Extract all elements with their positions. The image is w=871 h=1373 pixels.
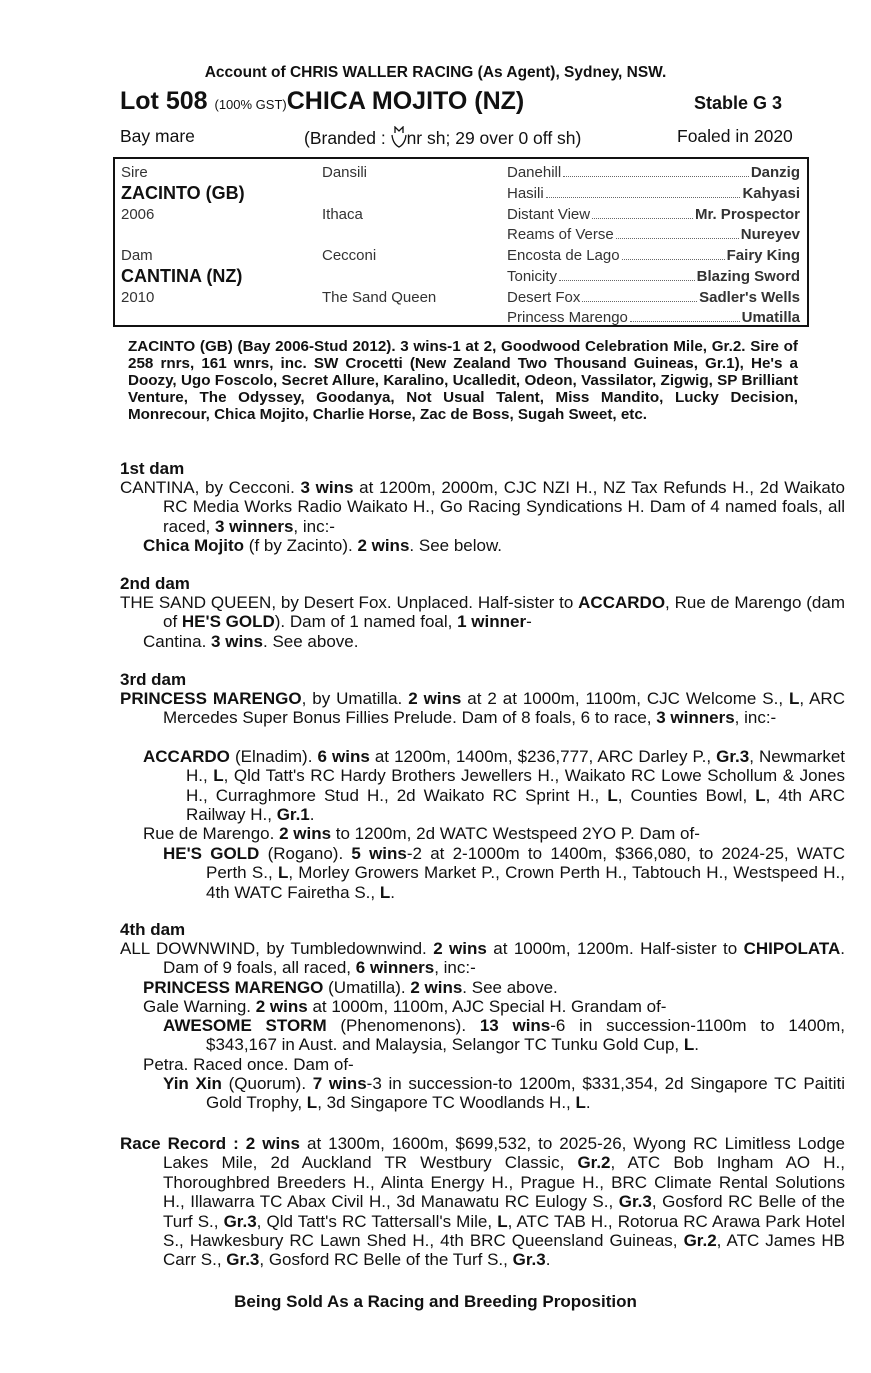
bold-run: PRINCESS MARENGO bbox=[120, 689, 302, 708]
text-run: at 1000m, 1200m. Half-sister to bbox=[486, 939, 744, 958]
bold-run: 2 wins bbox=[357, 536, 410, 555]
bold-run: Gr.2 bbox=[683, 1231, 717, 1251]
ancestor-row bbox=[507, 309, 800, 326]
text-run: . See below. bbox=[409, 536, 503, 555]
bold-run: Gr.3 bbox=[223, 1211, 257, 1231]
second-dam-progeny bbox=[143, 632, 802, 651]
ancestor-sire: Mr. Prospector bbox=[694, 206, 800, 223]
fourth-dam-para bbox=[120, 939, 845, 978]
bold-run: L bbox=[575, 1093, 586, 1113]
text-run: (Elnadim). bbox=[229, 747, 318, 766]
first-dam-para bbox=[120, 478, 845, 536]
text-run: , Qld Tatt's RC Tattersall's Mile, bbox=[256, 1211, 498, 1231]
ancestor-row bbox=[507, 226, 800, 243]
text-run: . bbox=[309, 805, 315, 825]
race-record bbox=[120, 1134, 845, 1270]
sire-label: Sire bbox=[121, 164, 148, 181]
ancestor-name: Reams of Verse bbox=[507, 226, 614, 243]
text-run: , by Umatilla. bbox=[301, 689, 409, 708]
text-run: Gale Warning. bbox=[143, 997, 256, 1016]
bold-run: Chica Mojito bbox=[143, 536, 245, 555]
ancestor-name: Tonicity bbox=[507, 268, 558, 285]
text-run: - bbox=[526, 612, 532, 632]
horse-sex-colour: Bay mare bbox=[120, 126, 195, 146]
ancestor-row bbox=[507, 164, 800, 181]
bold-run: Gr.2 bbox=[577, 1153, 611, 1173]
third-dam-grandprogeny-hesgold bbox=[163, 844, 845, 902]
text-run: (Phenomenons). bbox=[326, 1016, 480, 1035]
foaled-year: Foaled in 2020 bbox=[677, 126, 793, 146]
bold-run: 2 wins bbox=[279, 824, 332, 843]
text-run: ). Dam of 1 named foal, bbox=[274, 612, 458, 632]
text-run: , Counties Bowl, bbox=[617, 785, 756, 805]
bold-run: 2 wins bbox=[433, 939, 487, 958]
ancestor-sire: Blazing Sword bbox=[696, 268, 800, 285]
text-run: . bbox=[390, 882, 395, 902]
text-run: , ATC Bob Ingham AO H., Thoroughbred Breeders H., Alinta Energy H., Prague H., BRC Climate Rental Solutions H., Illawarra TC Abax Civil H., 3d Manawatu RC Eulogy S., bbox=[163, 1153, 846, 1212]
ancestor-sire: Umatilla bbox=[741, 309, 800, 326]
brand-prefix: (Branded : bbox=[304, 128, 391, 148]
gst-note: (100% GST) bbox=[214, 97, 287, 112]
bold-run: 3 winners bbox=[214, 516, 294, 536]
second-dam-heading: 2nd dam bbox=[120, 574, 190, 593]
text-run: Cantina. bbox=[143, 632, 212, 651]
text-run: , Qld Tatt's RC Hardy Brothers Jewellers H., Waikato RC Lowe Schollum & Jones H., Curraghmore Stud H., 2d Waikato RC Sprint H., bbox=[186, 766, 845, 805]
ancestor-row bbox=[507, 185, 800, 202]
bold-run: 2 wins bbox=[410, 978, 463, 997]
first-dam-progeny bbox=[143, 536, 802, 555]
bold-run: 7 wins bbox=[312, 1074, 367, 1093]
fourth-dam-grandprogeny-yinxin bbox=[163, 1074, 845, 1113]
sire-sire: Dansili bbox=[322, 164, 368, 181]
text-run: CANTINA, by Cecconi. bbox=[120, 478, 301, 497]
text-run: to 1200m, 2d WATC Westspeed 2YO P. Dam of- bbox=[331, 824, 700, 843]
lot-heading bbox=[120, 87, 524, 116]
bold-run: L bbox=[497, 1211, 508, 1231]
vendor-line: Account of CHRIS WALLER RACING (As Agent), Sydney, NSW. bbox=[204, 64, 667, 81]
stable-location: Stable G 3 bbox=[694, 93, 783, 113]
ancestor-sire: Nureyev bbox=[740, 226, 800, 243]
fourth-dam-progeny-pm bbox=[143, 978, 802, 997]
ancestor-name: Desert Fox bbox=[507, 289, 581, 306]
text-run: , ATC James HB Carr S., bbox=[163, 1231, 845, 1270]
bold-run: HE'S GOLD bbox=[181, 612, 275, 632]
bold-run: AWESOME STORM bbox=[163, 1016, 327, 1035]
fourth-dam-progeny-gale bbox=[143, 997, 802, 1016]
text-run: (Quorum). bbox=[221, 1074, 313, 1093]
bold-run: L bbox=[789, 689, 800, 708]
bold-run: ACCARDO bbox=[578, 593, 666, 612]
ancestor-name: Hasili bbox=[507, 185, 544, 202]
third-dam-heading: 3rd dam bbox=[120, 670, 187, 689]
bold-run: 3 wins bbox=[300, 478, 354, 497]
second-dam-para bbox=[120, 593, 845, 632]
brand-suffix: nr sh; 29 over 0 off sh) bbox=[406, 128, 582, 148]
ancestor-name: Danehill bbox=[507, 164, 562, 181]
text-run: at 1300m, 1600m, $699,532, to 2025-26, Wyong RC Limitless Lodge Lakes Mile, 2d Auckland TR Westbury Classic, bbox=[163, 1134, 845, 1173]
bold-run: 3 wins bbox=[211, 632, 264, 651]
ancestor-name: Encosta de Lago bbox=[507, 247, 620, 264]
text-run: , ATC TAB H., Rotorua RC Arawa Park Hotel S., Hawkesbury RC Lawn Shed H., 4th BRC Queensland Guineas, bbox=[163, 1211, 846, 1251]
text-run: at 1200m, 1400m, $236,777, ARC Darley P., bbox=[369, 747, 717, 766]
bold-run: HE'S GOLD bbox=[163, 844, 260, 863]
fourth-dam-heading: 4th dam bbox=[120, 920, 186, 939]
sale-note: Being Sold As a Racing and Breeding Proposition bbox=[234, 1292, 637, 1311]
third-dam-progeny-accardo bbox=[143, 747, 845, 825]
text-run: , inc:- bbox=[734, 708, 777, 728]
bold-run: L bbox=[277, 863, 289, 883]
ancestor-name: Distant View bbox=[507, 206, 591, 223]
bold-run: ACCARDO bbox=[143, 747, 230, 766]
brand-details bbox=[304, 126, 581, 149]
third-dam-para bbox=[120, 689, 845, 728]
bold-run: CHIPOLATA bbox=[743, 939, 841, 958]
text-run: , Rue de Marengo (dam of bbox=[163, 593, 845, 632]
ancestor-sire: Kahyasi bbox=[742, 185, 800, 202]
text-run: . bbox=[585, 1093, 591, 1113]
text-run: (Umatilla). bbox=[323, 978, 411, 997]
text-run: , ARC Mercedes Super Bonus Fillies Prelude. Dam of 8 foals, 6 to race, bbox=[163, 689, 845, 728]
bold-run: Yin Xin bbox=[163, 1074, 222, 1093]
text-run: (Rogano). bbox=[259, 844, 352, 863]
text-run: , Gosford RC Belle of the Turf S., bbox=[259, 1250, 513, 1270]
bold-run: Gr.3 bbox=[226, 1250, 260, 1270]
text-run: , Gosford RC Belle of the Turf S., bbox=[163, 1192, 845, 1231]
text-run: , inc:- bbox=[293, 516, 335, 536]
dam-dam: The Sand Queen bbox=[322, 289, 437, 306]
text-run: . Dam of 9 foals, all raced, bbox=[163, 939, 845, 978]
ancestor-row bbox=[507, 268, 800, 285]
bold-run: L bbox=[607, 785, 618, 805]
sire-dam: Ithaca bbox=[322, 206, 363, 223]
bold-run: Race Record : 2 wins bbox=[120, 1134, 301, 1153]
ancestor-name: Princess Marengo bbox=[507, 309, 628, 326]
text-run: Petra. Raced once. Dam of- bbox=[143, 1055, 354, 1074]
sire-year: 2006 bbox=[121, 206, 155, 223]
text-run: ALL DOWNWIND, by Tumbledownwind. bbox=[120, 939, 434, 958]
bold-run: 1 winner bbox=[457, 612, 527, 632]
text-run: , 4th ARC Railway H., bbox=[186, 785, 845, 825]
lot-number: Lot 508 bbox=[120, 87, 208, 115]
first-dam-heading: 1st dam bbox=[120, 459, 185, 478]
text-run: -6 in succession-1100m to 1400m, $343,167 in Aust. and Malaysia, Selangor TC Tunku Gold Cup, bbox=[206, 1016, 845, 1055]
text-run: . bbox=[694, 1035, 699, 1055]
bold-run: L bbox=[213, 766, 224, 786]
bold-run: 2 wins bbox=[408, 689, 462, 708]
bold-run: 13 wins bbox=[479, 1016, 551, 1035]
ancestor-row bbox=[507, 206, 800, 223]
text-run: (f by Zacinto). bbox=[244, 536, 358, 555]
pedigree-table bbox=[113, 157, 809, 327]
third-dam-progeny-rue bbox=[143, 824, 802, 843]
sire-summary: ZACINTO (GB) (Bay 2006-Stud 2012). 3 wins-1 at 2, Goodwood Celebration Mile, Gr.2. Sire of 258 rnrs, 161 wnrs, inc. SW Crocetti (New Zealand Two Thousand Guineas, Gr.1), He's a Doozy, Ugo Foscolo, Secret Allure, Karalino, Ucalledit, Odeon, Vassilator, Zigwig, SP Brilliant Venture, The Odyssey, Goodanya, Not Usual Talent, Miss Mandito, Lucky Decision, Monrecour, Chica Mojito, Charlie Horse, Zac de Boss, Sugah Sweet, etc. bbox=[128, 338, 798, 423]
dam-sire: Cecconi bbox=[322, 247, 377, 264]
bold-run: Gr.3 bbox=[512, 1250, 546, 1270]
text-run: at 2 at 1000m, 1100m, CJC Welcome S., bbox=[461, 689, 789, 708]
brand-mark-icon bbox=[391, 126, 407, 148]
bold-run: Gr.1 bbox=[276, 805, 310, 825]
bold-run: 6 winners bbox=[355, 958, 435, 978]
bold-run: 6 wins bbox=[317, 747, 370, 766]
text-run: at 1200m, 2000m, CJC NZI H., NZ Tax Refunds H., 2d Waikato RC Media Works Radio Waikato H., Go Racing Syndications H. Dam of 4 named foals, all raced, bbox=[163, 478, 846, 536]
bold-run: L bbox=[306, 1093, 318, 1113]
bold-run: 2 wins bbox=[255, 997, 308, 1016]
text-run: . bbox=[545, 1250, 551, 1270]
bold-run: Gr.3 bbox=[716, 747, 750, 766]
bold-run: L bbox=[683, 1035, 695, 1055]
ancestor-sire: Sadler's Wells bbox=[699, 289, 800, 306]
bold-run: L bbox=[379, 882, 391, 902]
bold-run: 5 wins bbox=[351, 844, 407, 863]
dam-year: 2010 bbox=[121, 289, 155, 306]
text-run: . See above. bbox=[462, 978, 558, 997]
text-run: -2 at 2-1000m to 1400m, $366,080, to 2024-25, WATC Perth S., bbox=[206, 844, 846, 883]
text-run: -3 in succession-to 1200m, $331,354, 2d Singapore TC Paititi Gold Trophy, bbox=[206, 1074, 845, 1113]
bold-run: 3 winners bbox=[656, 708, 735, 728]
dam-name: CANTINA (NZ) bbox=[121, 266, 243, 286]
text-run: , 3d Singapore TC Woodlands H., bbox=[317, 1093, 576, 1113]
ancestor-row bbox=[507, 289, 800, 306]
ancestor-row bbox=[507, 247, 800, 264]
ancestor-sire: Danzig bbox=[750, 164, 800, 181]
sire-name: ZACINTO (GB) bbox=[121, 183, 245, 203]
text-run: , inc:- bbox=[434, 958, 476, 978]
text-run: at 1000m, 1100m, AJC Special H. Grandam of- bbox=[307, 997, 667, 1016]
fourth-dam-progeny-petra bbox=[143, 1055, 802, 1074]
text-run: , Morley Growers Market P., Crown Perth H., Tabtouch H., Westspeed H., 4th WATC Fairetha S., bbox=[206, 863, 845, 902]
bold-run: Gr.3 bbox=[618, 1192, 652, 1212]
text-run: THE SAND QUEEN, by Desert Fox. Unplaced. Half-sister to bbox=[120, 593, 579, 612]
text-run: Rue de Marengo. bbox=[143, 824, 280, 843]
fourth-dam-grandprogeny-awesome bbox=[163, 1016, 845, 1055]
bold-run: PRINCESS MARENGO bbox=[143, 978, 324, 997]
dam-label: Dam bbox=[121, 247, 153, 264]
horse-name: CHICA MOJITO (NZ) bbox=[286, 87, 525, 115]
ancestor-sire: Fairy King bbox=[726, 247, 800, 264]
bold-run: L bbox=[755, 785, 766, 805]
text-run: . See above. bbox=[263, 632, 359, 651]
text-run: , Newmarket H., bbox=[186, 747, 845, 786]
